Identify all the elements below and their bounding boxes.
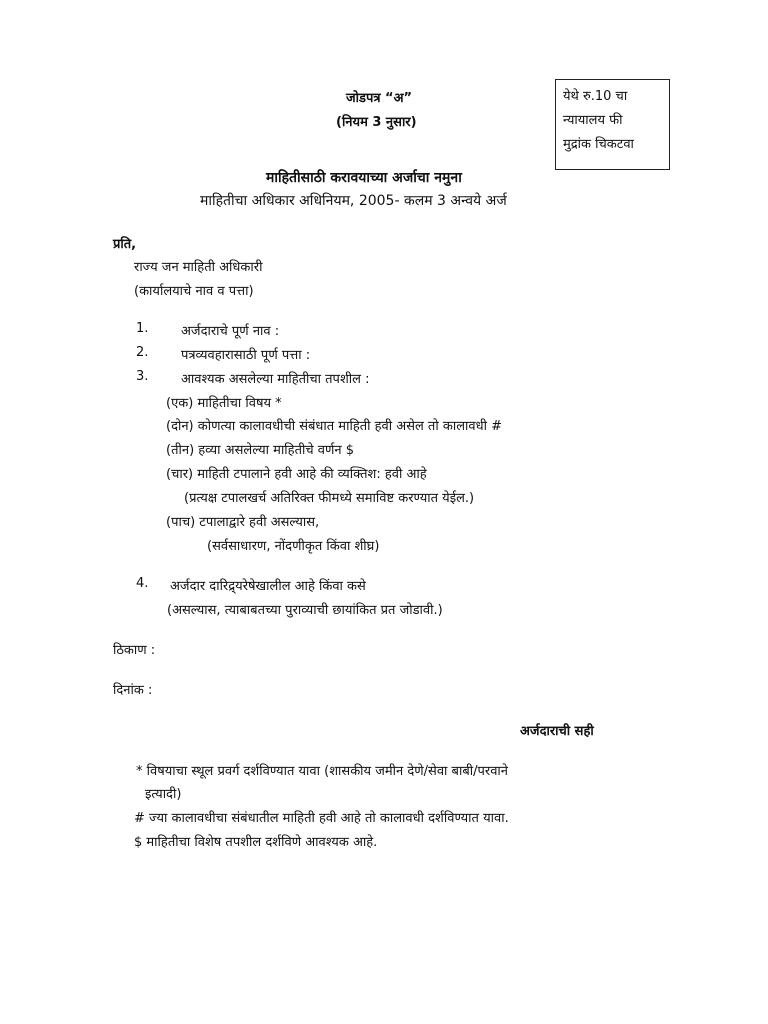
item-number: 1. (136, 321, 149, 336)
stamp-line: न्यायालय फी (563, 113, 623, 128)
footnote: * विषयाचा स्थूल प्रवर्ग दर्शविण्यात यावा (शासकीय जमीन देणे/सेवा बाबी/परवाने (136, 764, 509, 779)
subitem: (तीन) हव्या असलेल्या माहितीचे वर्णन $ (166, 443, 354, 458)
annex-heading: जोडपत्र “अ” (346, 91, 413, 106)
item-number: 3. (136, 369, 149, 384)
office-name-address: (कार्यालयाचे नाव व पत्ता) (134, 284, 254, 299)
date-label: दिनांक : (113, 683, 153, 698)
footnote-continuation: इत्यादी) (145, 787, 182, 802)
subitem-note: (प्रत्यक्ष टपालखर्च अतिरिक्त फीमध्ये समाविष्ट करण्यात येईल.) (184, 491, 475, 506)
footnote: $ माहितीचा विशेष तपशील दर्शविणे आवश्यक आहे. (134, 835, 378, 850)
subitem: (चार) माहिती टपालाने हवी आहे की व्यक्तिश: हवी आहे (166, 467, 427, 482)
item-text: अर्जदाराचे पूर्ण नाव : (181, 324, 280, 339)
court-fee-stamp-box (555, 79, 670, 170)
item-number: 4. (136, 576, 149, 591)
officer-designation: राज्य जन माहिती अधिकारी (134, 260, 263, 275)
subitem: (दोन) कोणत्या कालावधीची संबंधात माहिती हवी असेल तो कालावधी # (166, 419, 502, 434)
item-text: अर्जदार दारिद्र्यरेषेखालील आहे किंवा कसे (170, 579, 366, 594)
item-note: (असल्यास, त्याबाबतच्या पुराव्याची छायांकित प्रत जोडावी.) (167, 603, 443, 618)
item-text: पत्रव्यवहारासाठी पूर्ण पत्ता : (181, 348, 311, 363)
place-label: ठिकाण : (113, 643, 156, 658)
footnote: # ज्या कालावधीचा संबंधातील माहिती हवी आहे तो कालावधी दर्शविण्यात यावा. (134, 811, 509, 826)
stamp-line: मुद्रांक चिकटवा (563, 137, 634, 152)
subitem: (एक) माहितीचा विषय * (166, 396, 282, 411)
item-text: आवश्यक असलेल्या माहितीचा तपशील : (181, 372, 370, 387)
applicant-signature-label: अर्जदाराची सही (520, 724, 594, 739)
stamp-line: येथे रु.10 चा (563, 89, 628, 104)
item-number: 2. (136, 345, 149, 360)
form-title: माहितीसाठी करावयाच्या अर्जाचा नमुना (266, 170, 462, 186)
rule-reference: (नियम 3 नुसार) (336, 115, 417, 130)
to-label: प्रति, (113, 237, 137, 252)
subitem: (पाच) टपालाद्वारे हवी असल्यास, (166, 515, 320, 530)
subitem-note: (सर्वसाधारण, नोंदणीकृत किंवा शीघ्र) (207, 539, 380, 554)
form-subtitle: माहितीचा अधिकार अधिनियम, 2005- कलम 3 अन्वये अर्ज (200, 193, 507, 209)
